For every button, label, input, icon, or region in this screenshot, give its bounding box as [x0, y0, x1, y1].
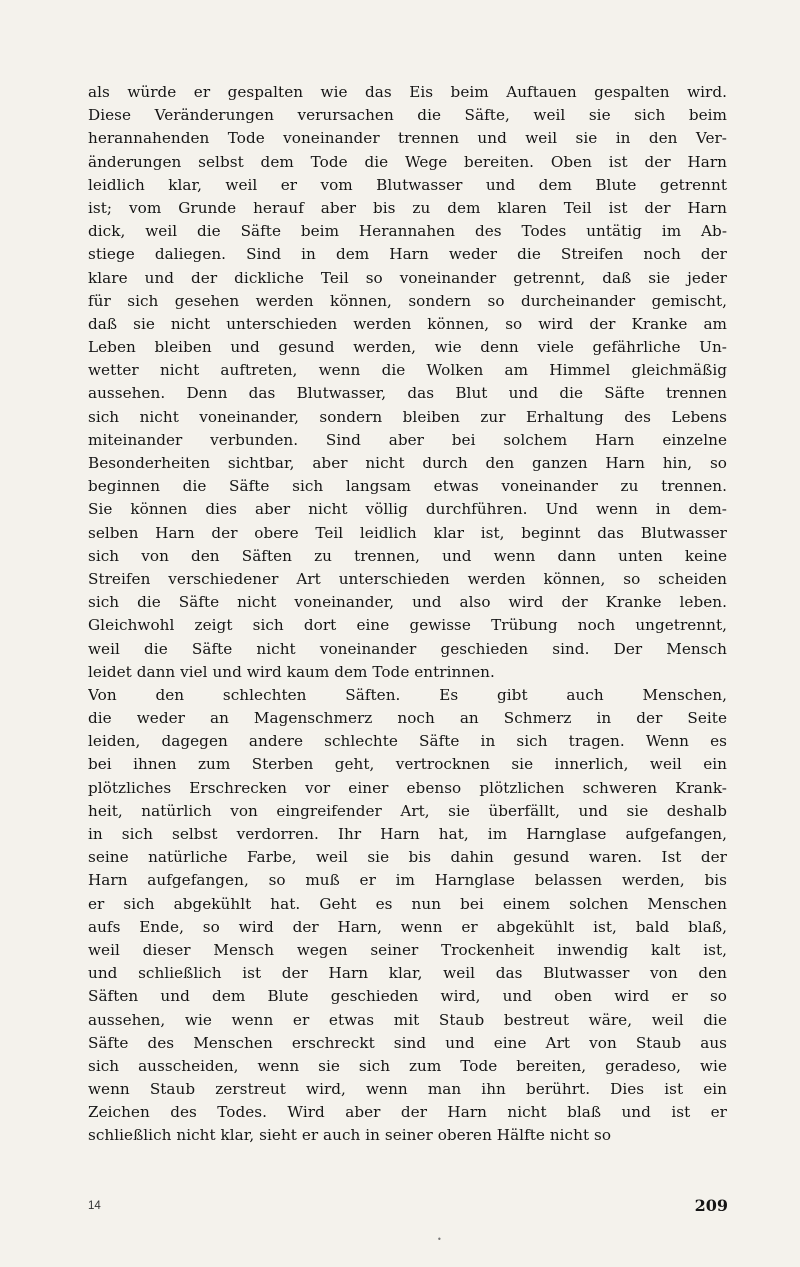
text-line: Säften und dem Blute geschieden wird, und oben wird er so: [88, 987, 727, 1006]
text-line: in sich selbst verdorren. Ihr Harn hat, im Harnglase aufgefangen,: [88, 825, 727, 843]
text-line: leidet dann viel und wird kaum dem Tode entrinnen.: [88, 662, 495, 681]
text-line: heit, natürlich von eingreifender Art, sie überfällt, und sie deshalb: [88, 801, 727, 820]
text-line: herannahenden Tode voneinander trennen und weil sie in den Ver-: [88, 129, 727, 148]
text-line: die weder an Magenschmerz noch an Schmerz in der Seite: [88, 709, 727, 728]
text-line: bei ihnen zum Sterben geht, vertrocknen sie innerlich, weil ein: [88, 755, 727, 774]
text-line: beginnen die Säfte sich langsam etwas voneinander zu trennen.: [88, 477, 727, 496]
text-line: klare und der dickliche Teil so voneinander getrennt, daß sie jeder: [88, 268, 727, 287]
text-line: Von den schlechten Säften. Es gibt auch Menschen,: [88, 685, 727, 704]
text-line: er sich abgekühlt hat. Geht es nun bei einem solchen Menschen: [88, 894, 727, 913]
text-line: Zeichen des Todes. Wird aber der Harn nicht blaß und ist er: [88, 1103, 727, 1122]
text-line: Streifen verschiedener Art unterschieden werden können, so scheiden: [88, 569, 727, 588]
stray-mark: •: [437, 1235, 442, 1244]
text-line: änderungen selbst dem Tode die Wege bereiten. Oben ist der Harn: [88, 152, 727, 171]
text-line: sich ausscheiden, wenn sie sich zum Tode bereiten, geradeso, wie: [88, 1056, 727, 1075]
body-text: [88, 81, 727, 1148]
text-line: sich nicht voneinander, sondern bleiben zur Erhaltung des Lebens: [88, 407, 727, 426]
text-line: leidlich klar, weil er vom Blutwasser und dem Blute getrennt: [88, 175, 727, 194]
text-line: leiden, dagegen andere schlechte Säfte in sich tragen. Wenn es: [88, 732, 727, 751]
text-line: selben Harn der obere Teil leidlich klar ist, beginnt das Blutwasser: [88, 523, 727, 542]
text-line: und schließlich ist der Harn klar, weil das Blutwasser von den: [88, 964, 727, 983]
text-line: Sie können dies aber nicht völlig durchführen. Und wenn in dem-: [88, 500, 727, 519]
page-footer: [88, 1196, 728, 1220]
text-line: für sich gesehen werden können, sondern so durcheinander gemischt,: [88, 291, 727, 310]
text-line: wetter nicht auftreten, wenn die Wolken am Himmel gleichmäßig: [88, 361, 727, 380]
text-line: weil die Säfte nicht voneinander geschieden sind. Der Mensch: [88, 639, 727, 658]
text-line: aussehen. Denn das Blutwasser, das Blut und die Säfte trennen: [88, 384, 727, 403]
text-line: Leben bleiben und gesund werden, wie denn viele gefährliche Un-: [88, 338, 727, 357]
text-line: Harn aufgefangen, so muß er im Harnglase belassen werden, bis: [88, 871, 727, 890]
text-line: weil dieser Mensch wegen seiner Trockenheit inwendig kalt ist,: [88, 940, 727, 959]
text-line: aufs Ende, so wird der Harn, wenn er abgekühlt ist, bald blaß,: [88, 917, 727, 936]
text-line: stiege daliegen. Sind in dem Harn weder die Streifen noch der: [88, 245, 727, 264]
page-number: 209: [694, 1196, 728, 1215]
text-line: Säfte des Menschen erschreckt sind und eine Art von Staub aus: [88, 1033, 727, 1052]
text-line: schließlich nicht klar, sieht er auch in seiner oberen Hälfte nicht so: [88, 1126, 612, 1145]
text-line: dick, weil die Säfte beim Herannahen des Todes untätig im Ab-: [88, 222, 727, 241]
text-line: aussehen, wie wenn er etwas mit Staub bestreut wäre, weil die: [88, 1010, 727, 1029]
text-line: plötzliches Erschrecken vor einer ebenso plötzlichen schweren Krank-: [88, 778, 727, 797]
text-line: sich die Säfte nicht voneinander, und also wird der Kranke leben.: [88, 593, 727, 612]
printer-signature: 14: [88, 1200, 101, 1212]
text-line: als würde er gespalten wie das Eis beim Auftauen gespalten wird.: [88, 83, 727, 101]
text-line: seine natürliche Farbe, weil sie bis dahin gesund waren. Ist der: [88, 848, 727, 867]
text-line: Gleichwohl zeigt sich dort eine gewisse Trübung noch ungetrennt,: [88, 616, 727, 635]
text-line: ist; vom Grunde herauf aber bis zu dem klaren Teil ist der Harn: [88, 198, 727, 217]
text-line: wenn Staub zerstreut wird, wenn man ihn berührt. Dies ist ein: [88, 1080, 727, 1099]
text-line: Diese Veränderungen verursachen die Säfte, weil sie sich beim: [88, 106, 727, 125]
text-line: Besonderheiten sichtbar, aber nicht durch den ganzen Harn hin, so: [88, 454, 727, 472]
text-line: daß sie nicht unterschieden werden können, so wird der Kranke am: [88, 314, 727, 333]
text-line: miteinander verbunden. Sind aber bei solchem Harn einzelne: [88, 430, 727, 449]
text-line: sich von den Säften zu trennen, und wenn dann unten keine: [88, 546, 727, 565]
